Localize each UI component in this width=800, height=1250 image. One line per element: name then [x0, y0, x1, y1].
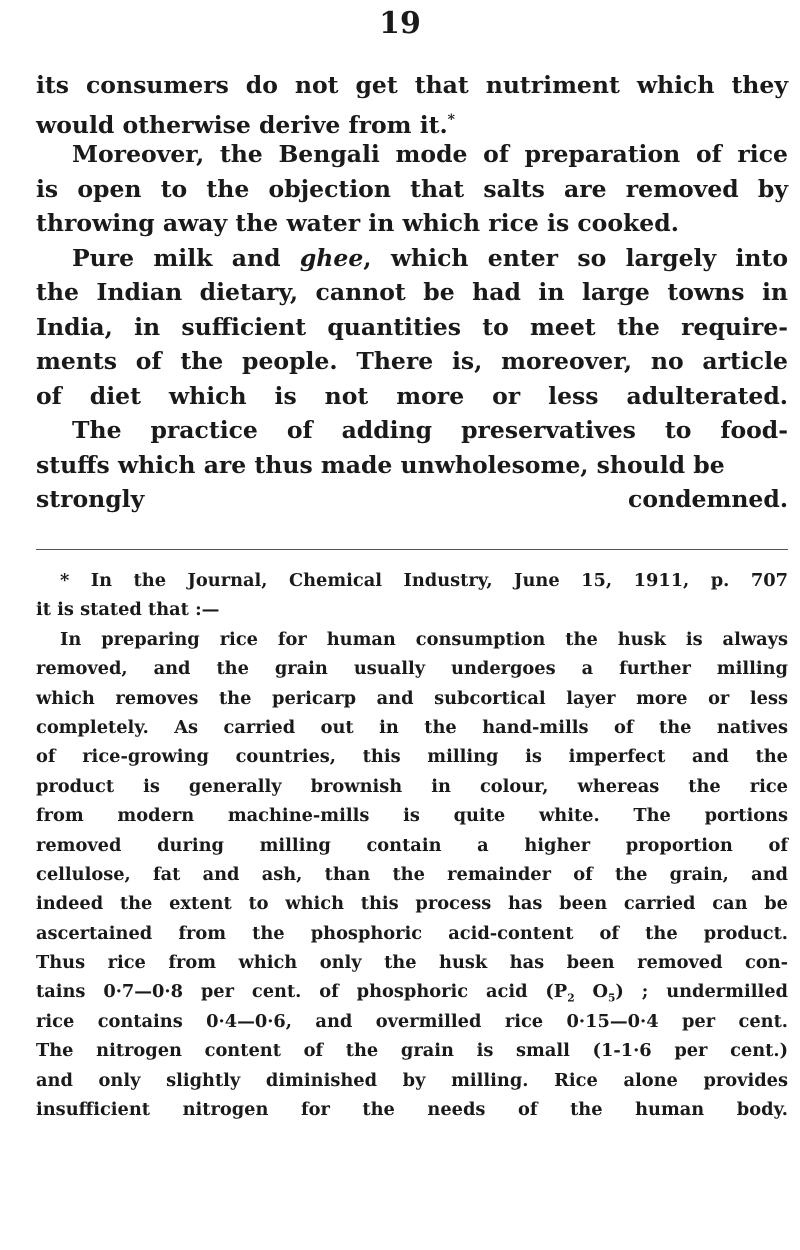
ghee-term: ghee	[299, 243, 364, 272]
footnote-line: product is generally brownish in colour, whereas the rice	[36, 775, 788, 797]
footnote-line: insufficient nitrogen for the needs of the human body.	[36, 1099, 788, 1121]
body-line: its consumers do not get that nutriment which they	[36, 71, 788, 99]
footnote-line: removed during milling contain a higher proportion of	[36, 834, 788, 856]
footnote-line: and only slightly diminished by milling. Rice alone provides	[36, 1069, 788, 1091]
footnote-line: The nitrogen content of the grain is small (1-1·6 per cent.)	[36, 1040, 788, 1062]
body-line: India, in sufficient quantities to meet the require-	[36, 312, 788, 341]
footnote-marker: *	[447, 111, 456, 128]
body-line: is open to the objection that salts are removed by	[36, 174, 788, 203]
footnote-line: of rice-growing countries, this milling is imperfect and the	[36, 746, 788, 768]
footnote-line: tains 0·7—0·8 per cent. of phosphoric acid ($P_2$ $O_5$) ; undermilled	[36, 981, 788, 1006]
body-line: Moreover, the Bengali mode of preparation of rice	[72, 140, 788, 168]
body-text	[36, 68, 791, 517]
body-line: strongly condemned.	[36, 485, 788, 513]
footnote-line: indeed the extent to which this process has been carried can be	[36, 893, 788, 915]
body-line: the Indian dietary, cannot be had in large towns in	[36, 278, 788, 306]
footnote-divider	[36, 549, 788, 550]
footnote-line: from modern machine-mills is quite white. The portions	[36, 805, 788, 827]
footnote-line: which removes the pericarp and subcortical layer more or less	[36, 687, 788, 709]
footnote-line: * In the Journal, Chemical Industry, June 15, 1911, p. 707	[60, 570, 788, 591]
footnote-line: cellulose, fat and ash, than the remainder of the grain, and	[36, 863, 788, 885]
footnote-line: ascertained from the phosphoric acid-content of the product.	[36, 922, 788, 944]
footnote-line: In preparing rice for human consumption the husk is always	[60, 628, 788, 650]
body-line: stuffs which are thus made unwholesome, should be	[36, 450, 725, 479]
page-number: 19	[379, 6, 421, 41]
body-line: Pure milk and ghee, which enter so largely into	[72, 243, 788, 272]
body-line: of diet which is not more or less adulterated.	[36, 381, 788, 410]
footnote	[36, 566, 791, 1124]
body-line: ments of the people. There is, moreover, no article	[36, 347, 788, 375]
body-line: The practice of adding preservatives to food-	[72, 416, 788, 444]
footnote-line: it is stated that :—	[36, 599, 220, 621]
body-line: throwing away the water in which rice is cooked.	[36, 209, 679, 237]
body-line: would otherwise derive from it.*	[36, 110, 456, 139]
footnote-line: Thus rice from which only the husk has been removed con-	[36, 952, 788, 974]
footnote-line: rice contains 0·4—0·6, and overmilled rice 0·15—0·4 per cent.	[36, 1010, 788, 1032]
footnote-line: removed, and the grain usually undergoes a further milling	[36, 658, 788, 680]
footnote-line: completely. As carried out in the hand-mills of the natives	[36, 716, 788, 738]
